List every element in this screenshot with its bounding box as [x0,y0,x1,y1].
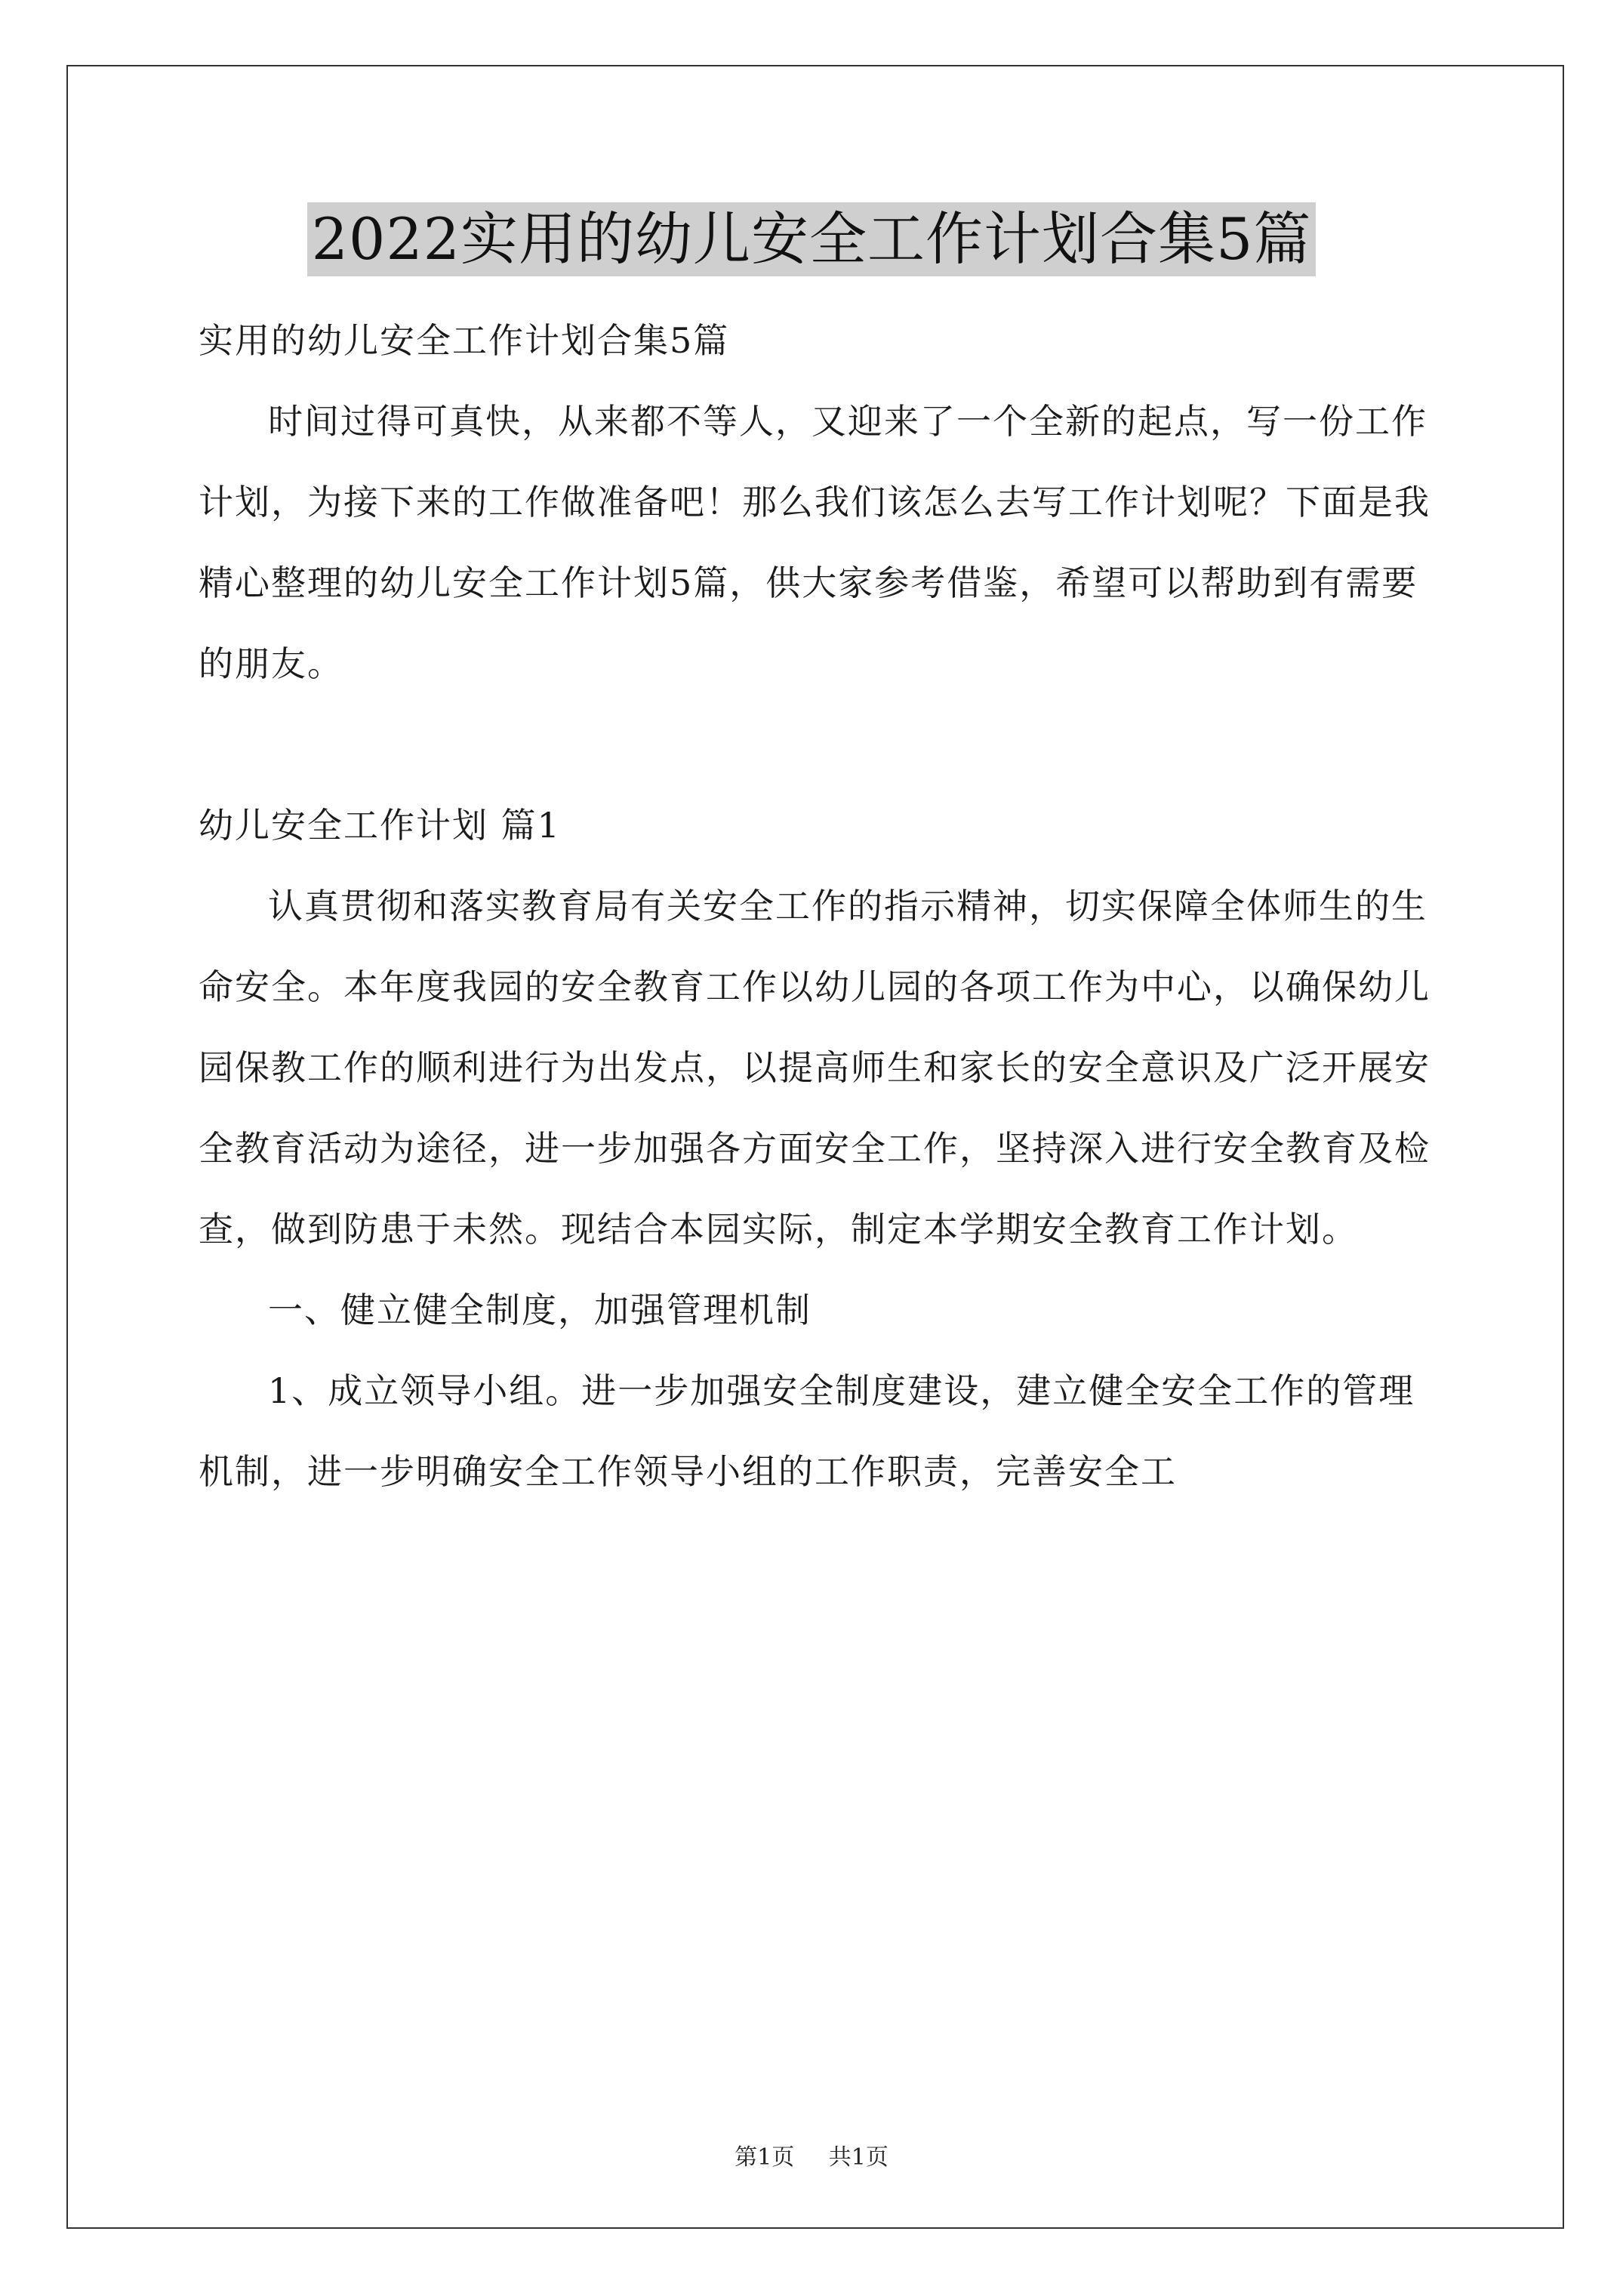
intro-paragraph: 时间过得可真快，从来都不等人，又迎来了一个全新的起点，写一份工作计划，为接下来的工作做准备吧！那么我们该怎么去写工作计划呢？下面是我精心整理的幼儿安全工作计划5篇，供大家参考借鉴，希望可以帮助到有需要的朋友。 [199,401,1431,684]
page-number-total: 共1页 [828,2144,888,2171]
section-heading: 幼儿安全工作计划 篇1 [199,805,561,846]
page-number-current: 第1页 [735,2144,795,2171]
document-subtitle: 实用的幼儿安全工作计划合集5篇 [199,320,730,361]
body-paragraph: 认真贯彻和落实教育局有关安全工作的指示精神，切实保障全体师生的生命安全。本年度我园的安全教育工作以幼儿园的各项工作为中心，以确保幼儿园保教工作的顺利进行为出发点，以提高师生和家长的安全意识及广泛开展安全教育活动为途径，进一步加强各方面安全工作，坚持深入进行安全教育及检查，做到防患于未然。现结合本园实际，制定本学期安全教育工作计划。 [199,886,1431,1250]
list-item-paragraph: 1、成立领导小组。进一步加强安全制度建设，建立健全安全工作的管理机制，进一步明确安全工作领导小组的工作职责，完善安全工 [199,1370,1415,1492]
section-spacer [199,704,1432,785]
page-footer [0,2143,1623,2173]
subsection-heading: 一、健立健全制度，加强管理机制 [268,1290,812,1330]
document-title: 2022实用的幼儿安全工作计划合集5篇 [307,202,1317,276]
document-body [199,300,1432,1512]
title-container [0,202,1623,276]
